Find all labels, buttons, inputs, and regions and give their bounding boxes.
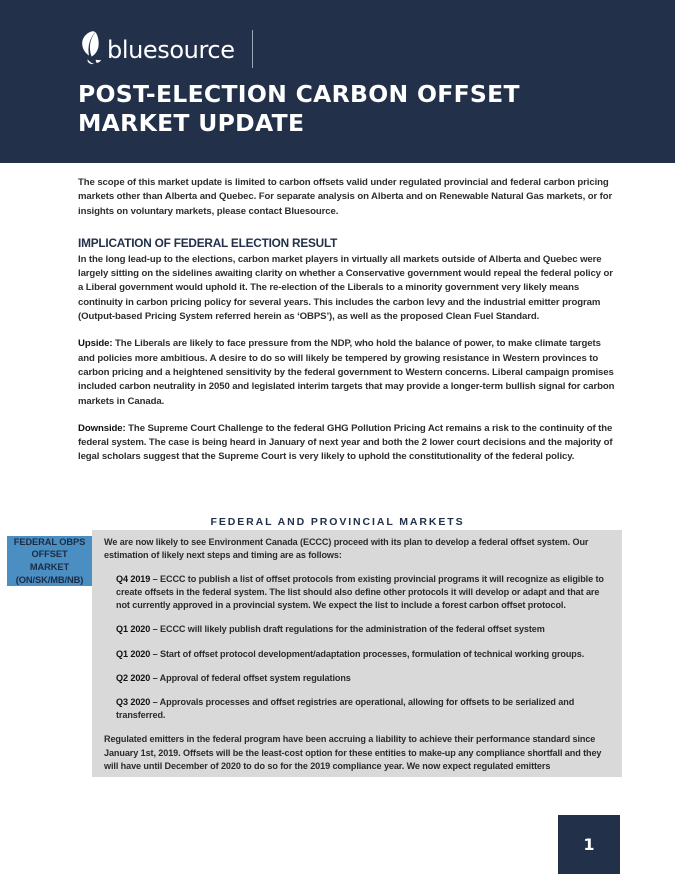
upside-text: The Liberals are likely to face pressure from the NDP, who hold the balance of power, to make climate targets and policies more ambitious. A desire to do so will likely be tempered by growing resistance in Western provinces to carbon pricing and a heightened sensitivity by the federal government to Western concerns. Liberal campaign promises included carbon neutrality in 2050 and legislated interim targets that may provide a longer-term bullish signal for carbon markets in Canada. <box>78 338 615 407</box>
page-number-badge: 1 <box>558 815 620 874</box>
paragraph-downside <box>78 422 618 465</box>
upside-label: Upside: <box>78 338 113 350</box>
document-header-band <box>0 0 675 163</box>
downside-text: The Supreme Court Challenge to the federal GHG Pollution Pricing Act remains a risk to the continuity of the federal system. The case is being heard in January of next year and both the 2 lower court decisions and the majority of legal scholars suggest that the Supreme Court is very likely to uphold the constitutionality of the federal policy. <box>78 422 613 463</box>
timeline-text: – Approval of federal offset system regulations <box>150 672 351 683</box>
brand-logo <box>78 27 253 71</box>
section-heading-implication: IMPLICATION OF FEDERAL ELECTION RESULT <box>78 235 338 250</box>
intro-paragraph: The scope of this market update is limited to carbon offsets valid under regulated provincial and federal carbon pricing markets other than Alberta and Quebec. For separate analysis on Alberta and on Renewable Natural Gas markets, or for insights on voluntary markets, please contact Bluesource. <box>78 177 613 217</box>
section-heading-markets: FEDERAL AND PROVINCIAL MARKETS <box>210 516 465 528</box>
timeline-list <box>104 573 610 723</box>
sidebar-tag-federal-obps: FEDERAL OBPS OFFSET MARKET (ON/SK/MB/NB) <box>7 536 92 586</box>
timeline-text: – ECCC to publish a list of offset protocols from existing provincial programs it will recognize as eligible to create offsets in the federal system. The list should also define other protocols it will develop or adapt and that are not currently approved in a provincial system. We expect the list to include a forest carbon offset protocol. <box>116 573 604 611</box>
brand-wordmark: bluesource <box>107 36 235 64</box>
downside-label: Downside: <box>78 422 126 434</box>
document-body <box>78 176 618 478</box>
list-item <box>116 696 610 722</box>
page-title: POST-ELECTION CARBON OFFSET MARKET UPDATE <box>78 80 520 137</box>
bluesource-leaf-icon <box>78 29 104 69</box>
list-item <box>116 648 610 661</box>
timeline-quarter: Q3 2020 <box>116 697 151 708</box>
list-item <box>116 573 610 613</box>
list-item <box>116 672 610 685</box>
logo-divider <box>252 30 253 68</box>
markets-panel <box>92 530 622 777</box>
markets-closing-text: Regulated emitters in the federal program have been accruing a liability to achieve their performance standard since January 1st, 2019. Offsets will be the least-cost option for these entities to make-up any compliance shortfall and they will have until December of 2020 to do so for the 2019 compliance year. We now expect regulated emitters <box>104 734 602 772</box>
timeline-quarter: Q4 2019 <box>116 573 151 584</box>
markets-intro-text: We are now likely to see Environment Canada (ECCC) proceed with its plan to develop a federal offset system. Our estimation of likely next steps and timing are as follows: <box>104 537 589 561</box>
timeline-text: – Approvals processes and offset registries are operational, allowing for offsets to be serialized and transferred. <box>116 697 575 721</box>
paragraph-election-context: In the long lead-up to the elections, carbon market players in virtually all markets outside of Alberta and Quebec were largely sitting on the sidelines awaiting clarity on whether a Conservative government would repeal the federal policy or a Liberal government would uphold it. The re-election of the Liberals to a minority government very likely means continuity in carbon pricing policy for several years. This includes the carbon levy and the industrial emitter program (Output-based Pricing System referred herein as ‘OBPS’), as well as the proposed Clean Fuel Standard. <box>78 253 613 323</box>
timeline-text: – ECCC will likely publish draft regulations for the administration of the federal offset system <box>150 624 545 635</box>
timeline-quarter: Q1 2020 <box>116 648 151 659</box>
timeline-quarter: Q2 2020 <box>116 672 151 683</box>
timeline-text: – Start of offset protocol development/adaptation processes, formulation of technical working groups. <box>150 648 585 659</box>
timeline-quarter: Q1 2020 <box>116 624 151 635</box>
list-item <box>116 623 610 636</box>
paragraph-upside <box>78 337 618 408</box>
